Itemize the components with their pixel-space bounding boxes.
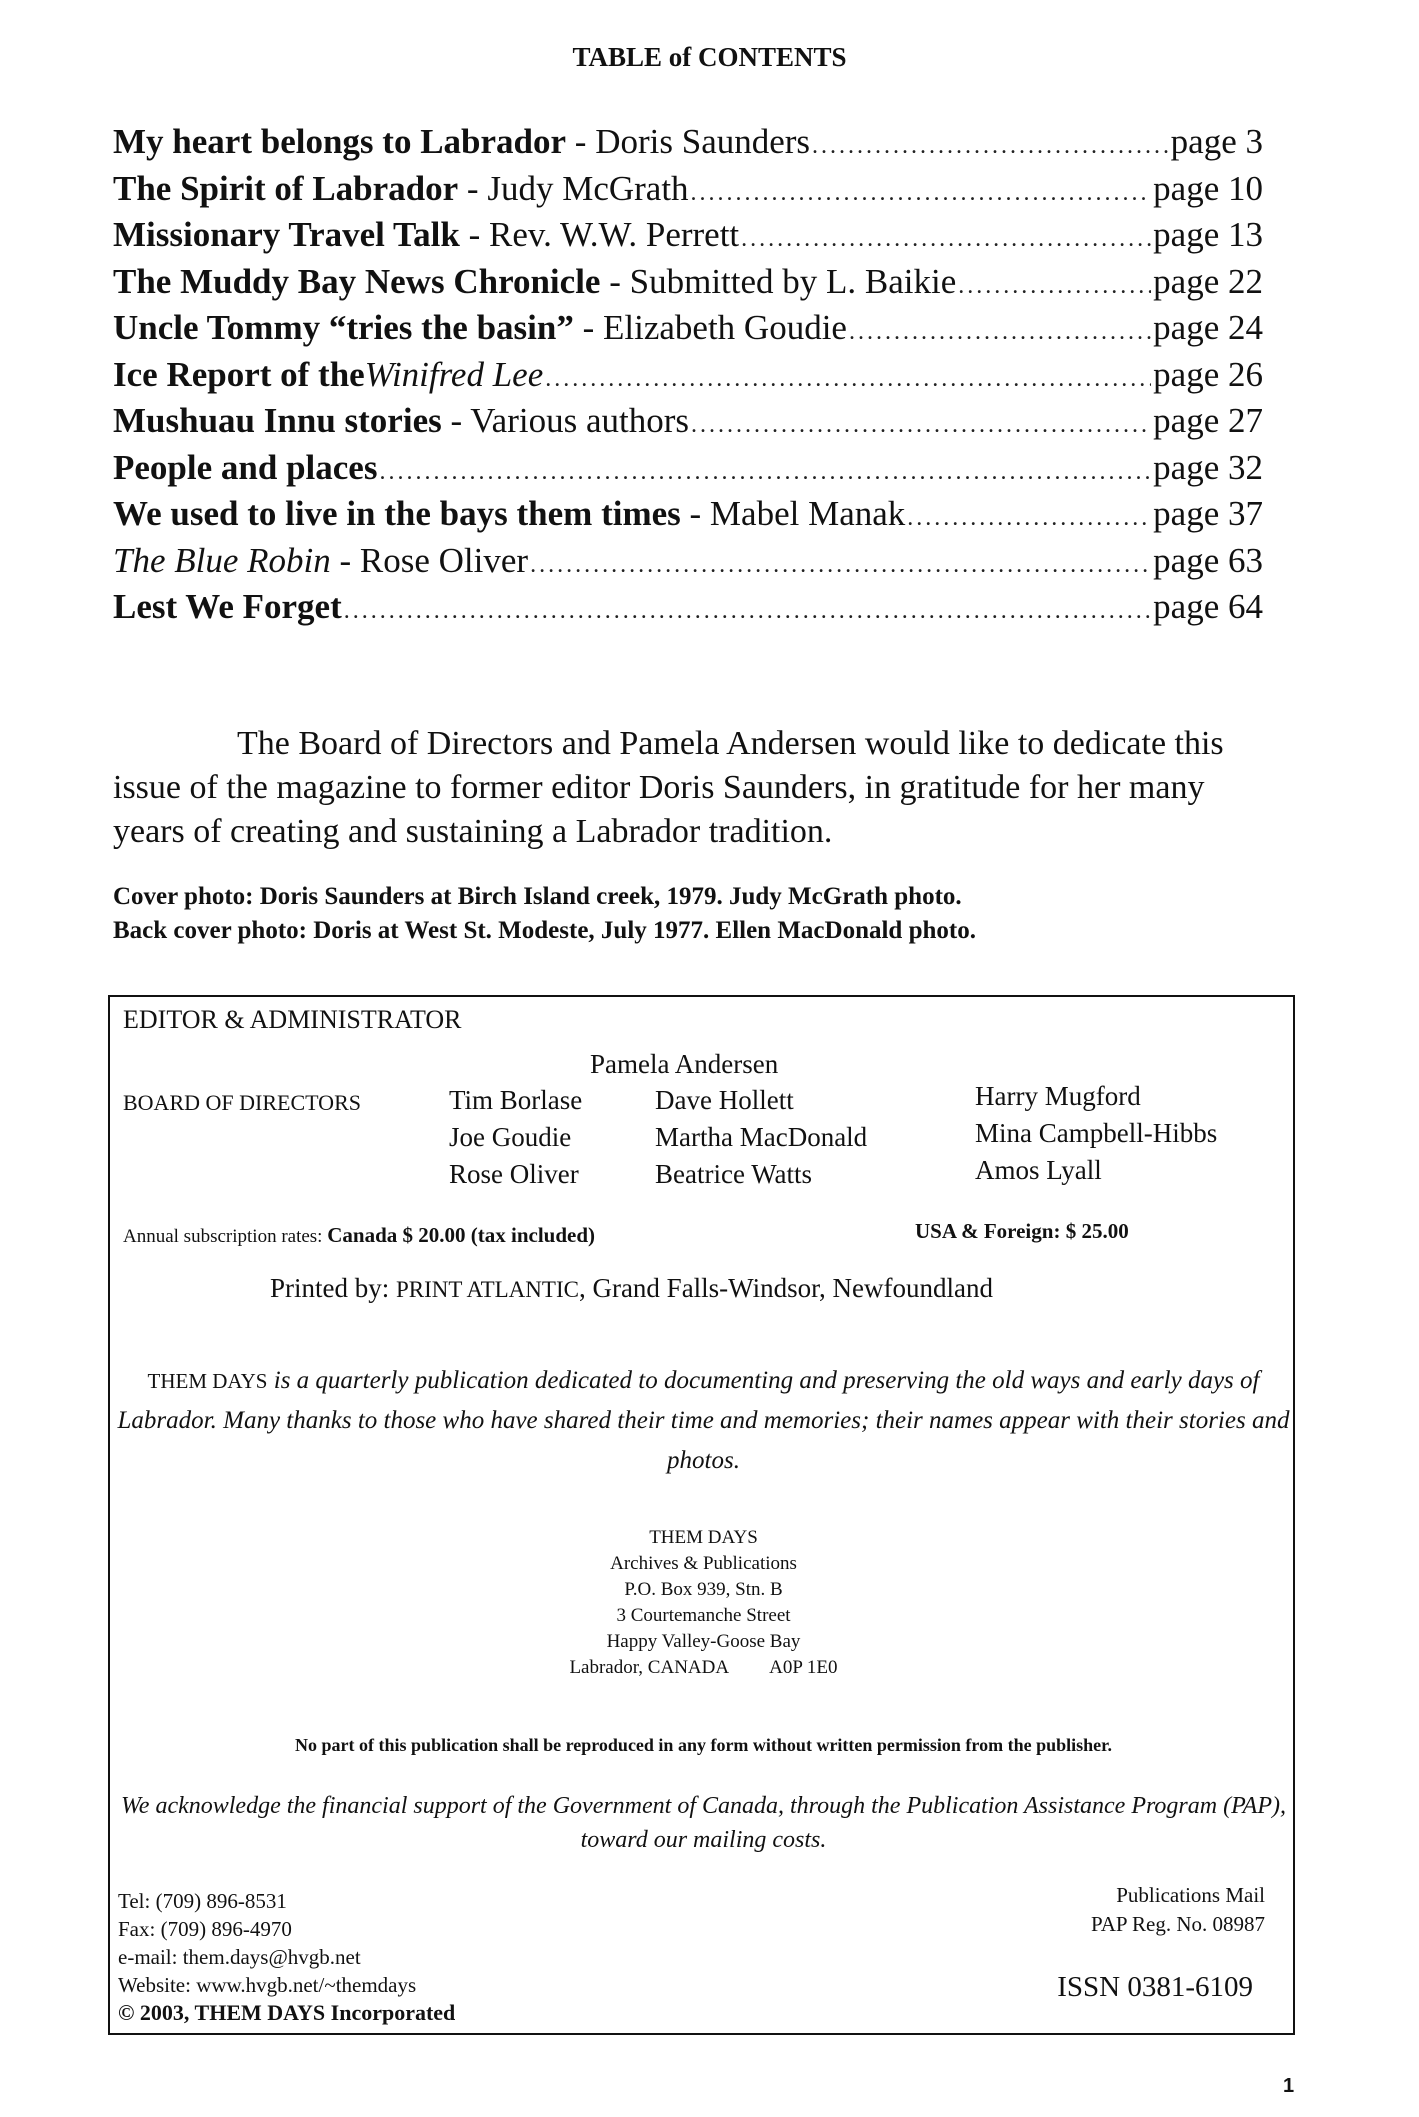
subscription-rates <box>123 1223 595 1248</box>
address-city: Happy Valley-Goose Bay <box>606 1631 801 1652</box>
toc-separator: - <box>458 168 488 208</box>
toc-entry-author <box>331 539 528 583</box>
about-name: THEM DAYS <box>147 1369 268 1393</box>
toc-entry-page[interactable]: page 26 <box>1153 354 1263 394</box>
toc-author-name: Doris Saunders <box>595 122 811 161</box>
board-member: Rose Oliver <box>449 1159 579 1189</box>
dot-leader <box>530 543 1151 587</box>
toc-entry <box>113 306 1263 350</box>
address-box: P.O. Box 939, Stn. B <box>624 1579 783 1600</box>
toc-entry-title: The Spirit of Labrador <box>113 168 459 208</box>
toc-entry-page[interactable]: page 63 <box>1153 540 1263 580</box>
toc-author-name: Rev. W.W. Perrett <box>488 215 740 254</box>
about-paragraph <box>110 1361 1297 1481</box>
toc-entry-title: The Blue Robin <box>113 540 331 580</box>
toc-author-name: Judy McGrath <box>487 168 689 208</box>
toc-author-name: Rose Oliver <box>359 540 529 580</box>
mailing-address <box>110 1525 1297 1681</box>
board-member: Tim Borlase <box>449 1085 583 1115</box>
toc-entry-page[interactable]: page 32 <box>1153 447 1263 487</box>
toc-entry-title: My heart belongs to Labrador <box>113 122 567 161</box>
toc-entry-title: Uncle Tommy “tries the basin” <box>113 308 574 347</box>
toc-entry-page[interactable]: page 3 <box>1170 122 1263 161</box>
toc-entry-title: Mushuau Innu stories <box>113 401 442 440</box>
dot-leader <box>691 403 1151 447</box>
toc-separator: - <box>441 401 471 440</box>
toc-entry-page[interactable]: page 22 <box>1153 261 1263 301</box>
address-org: THEM DAYS <box>649 1527 758 1548</box>
reproduction-notice: No part of this publication shall be reproduced in any form without written permission from the publisher. <box>295 1735 1112 1755</box>
dot-leader <box>545 357 1151 401</box>
toc-entry-author <box>574 306 847 350</box>
toc-separator: - <box>573 308 604 347</box>
toc-entry <box>113 120 1263 164</box>
toc-entry-author <box>442 399 689 443</box>
copyright: © 2003, THEM DAYS Incorporated <box>118 2000 456 2025</box>
toc-entry <box>113 167 1263 211</box>
dedication-text: The Board of Directors and Pamela Andersen would like to dedicate this issue of the magazine to former editor Doris Saunders, in gratitude for her many years of creating and sustaining a Labrador tradition. <box>113 725 1224 850</box>
toc-separator: - <box>330 540 360 580</box>
board-member: Martha MacDonald <box>655 1122 868 1152</box>
toc-separator: - <box>459 215 489 254</box>
contact-fax: Fax: (709) 896-4970 <box>118 1917 292 1941</box>
board-label: BOARD OF DIRECTORS <box>123 1090 361 1115</box>
publications-mail <box>1091 1881 1265 1939</box>
address-postal: A0P 1E0 <box>769 1657 838 1678</box>
acknowledgement: We acknowledge the financial support of the Government of Canada, through the Publication Assistance Program (PAP), toward our mailing costs. <box>121 1793 1286 1853</box>
printed-by-label: Printed by: <box>270 1273 396 1303</box>
toc-entry <box>113 446 1263 490</box>
board-member: Joe Goudie <box>449 1122 572 1152</box>
contact-info <box>118 1887 455 2027</box>
toc-entry-page[interactable]: page 24 <box>1153 308 1263 347</box>
board-member: Harry Mugford <box>975 1081 1141 1111</box>
toc-entry-title: We used to live in the bays them times <box>113 494 681 533</box>
toc-author-name: Mabel Manak <box>709 494 906 533</box>
toc-entry <box>113 539 1263 583</box>
contact-email: e-mail: them.days@hvgb.net <box>118 1945 361 1969</box>
toc-separator: - <box>566 122 596 161</box>
toc-separator: - <box>680 494 710 533</box>
pap-registration: PAP Reg. No. 08987 <box>1090 1912 1265 1936</box>
toc-entry <box>113 492 1263 536</box>
toc-entry-author <box>460 213 739 257</box>
editor-label: EDITOR & ADMINISTRATOR <box>123 1005 462 1034</box>
subscription-label: Annual subscription rates: <box>123 1226 328 1247</box>
toc-entry <box>113 213 1263 257</box>
masthead-box <box>108 995 1295 2035</box>
address-province-line <box>110 1655 1297 1681</box>
subscription-canada: Canada $ 20.00 (tax included) <box>327 1223 595 1247</box>
toc-entry <box>113 260 1263 304</box>
toc-entry-page[interactable]: page 13 <box>1153 215 1263 254</box>
toc-author-name: Submitted by L. Baikie <box>629 261 957 301</box>
toc-entry-title: People and places <box>113 447 378 487</box>
dot-leader <box>812 124 1169 168</box>
cover-photo-credit: Cover photo: Doris Saunders at Birch Island creek, 1979. Judy McGrath photo. <box>113 883 962 910</box>
dot-leader <box>849 310 1151 354</box>
printed-by <box>270 1273 993 1304</box>
back-cover-photo-credit: Back cover photo: Doris at West St. Modeste, July 1977. Ellen MacDonald photo. <box>113 917 976 944</box>
toc-entry-page[interactable]: page 10 <box>1153 168 1263 208</box>
toc-entry-author <box>681 492 906 536</box>
address-province: Labrador, CANADA <box>569 1657 730 1678</box>
subscription-usa: USA & Foreign: $ 25.00 <box>915 1219 1129 1243</box>
dedication-paragraph <box>113 722 1283 854</box>
toc-entry-page[interactable]: page 64 <box>1153 587 1263 626</box>
address-dept: Archives & Publications <box>610 1553 797 1574</box>
board-member: Amos Lyall <box>975 1155 1102 1185</box>
toc-entry-author <box>566 120 810 164</box>
about-text: is a quarterly publication dedicated to documenting and preserving the old ways and early days of Labrador. Many thanks to those who have shared their time and memories; their names appear with their stories and photos. <box>117 1367 1290 1474</box>
publications-mail-label: Publications Mail <box>1116 1883 1265 1907</box>
board-member: Beatrice Watts <box>655 1159 813 1189</box>
toc-entry-page[interactable]: page 37 <box>1153 494 1263 533</box>
toc-entry <box>113 399 1263 443</box>
dot-leader <box>379 450 1151 494</box>
photo-credits <box>113 880 976 948</box>
editor-name: Pamela Andersen <box>590 1049 779 1079</box>
board-member: Mina Campbell-Hibbs <box>975 1118 1218 1148</box>
contact-tel: Tel: (709) 896-8531 <box>118 1889 287 1913</box>
toc-entry-title: Lest We Forget <box>113 587 342 626</box>
page-number: 1 <box>1283 2075 1295 2097</box>
toc-entry-author <box>600 260 956 304</box>
toc-heading: TABLE of CONTENTS <box>572 42 847 72</box>
issn: ISSN 0381-6109 <box>1057 1971 1253 2003</box>
toc-entry-title: Ice Report of the <box>113 354 365 394</box>
toc-entry-author <box>458 167 688 211</box>
dot-leader <box>741 217 1151 261</box>
board-member: Dave Hollett <box>655 1085 794 1115</box>
toc-entry-page[interactable]: page 27 <box>1153 401 1263 440</box>
toc-separator: - <box>600 261 630 301</box>
printer-name: PRINT ATLANTIC <box>396 1277 579 1302</box>
contact-website: Website: www.hvgb.net/~themdays <box>118 1973 417 1997</box>
toc-author-name: Elizabeth Goudie <box>603 308 847 347</box>
printer-location: , Grand Falls-Windsor, Newfoundland <box>578 1273 993 1303</box>
dot-leader <box>691 171 1152 215</box>
address-street: 3 Courtemanche Street <box>616 1605 791 1626</box>
dot-leader <box>958 264 1151 308</box>
dot-leader <box>907 496 1151 540</box>
dot-leader <box>344 589 1151 633</box>
toc-entry <box>113 353 1263 397</box>
toc-entry <box>113 585 1263 629</box>
toc-entry-title-italic: Winifred Lee <box>364 354 544 394</box>
toc-entry-title: The Muddy Bay News Chronicle <box>113 261 601 301</box>
toc-entry-title: Missionary Travel Talk <box>113 215 460 254</box>
toc-author-name: Various authors <box>470 401 689 440</box>
